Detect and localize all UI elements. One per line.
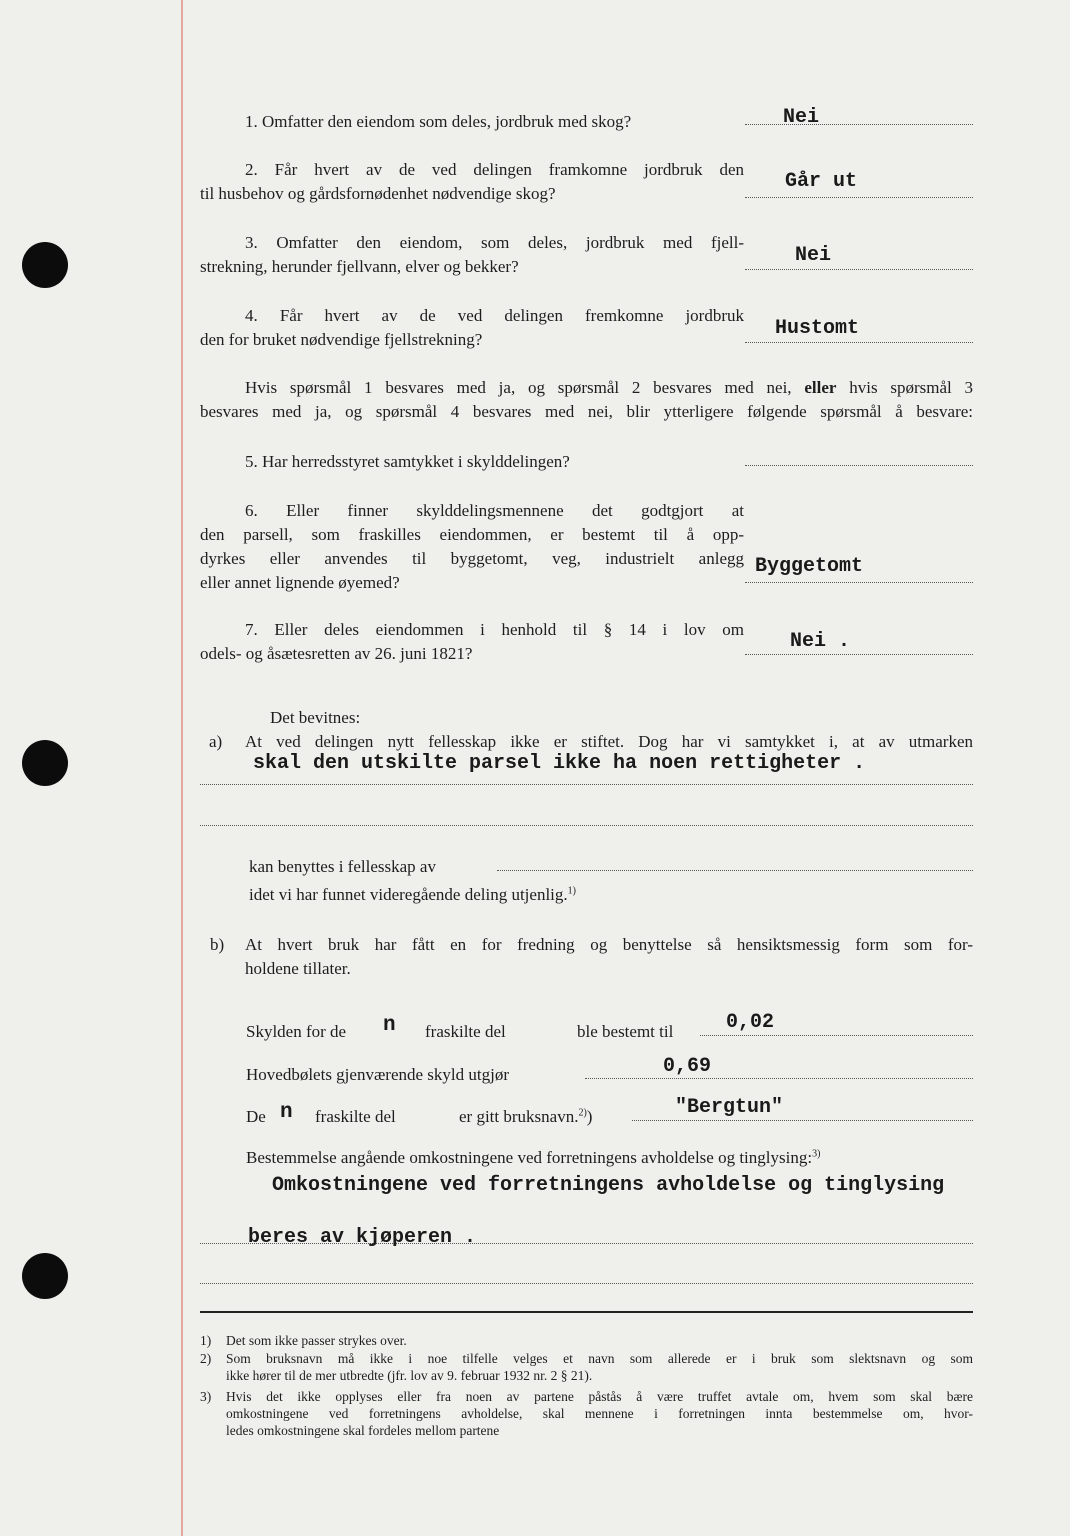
question-6-line-1: 6. Eller finner skylddelingsmennene det godtgjort at bbox=[245, 501, 744, 520]
answer-line bbox=[745, 342, 973, 343]
footnote-ref: 1) bbox=[567, 885, 576, 897]
division-text-body: idet vi har funnet videregående deling utjenlig. bbox=[249, 885, 568, 904]
answer-line bbox=[745, 197, 973, 198]
division-text bbox=[249, 883, 576, 907]
question-3-line-1: 3. Omfatter den eiendom, som deles, jordbruk med fjell- bbox=[245, 233, 744, 252]
attest-a-answer: skal den utskilte parsel ikke ha noen rettigheter . bbox=[253, 752, 866, 775]
conditional-line-2: besvares med ja, og spørsmål 4 besvares med nei, blir ytterligere følgende spørsmål å besvare: bbox=[200, 402, 973, 421]
conditional-text-post: hvis spørsmål 3 bbox=[849, 378, 973, 397]
punch-hole bbox=[22, 740, 68, 786]
answer-line bbox=[745, 465, 973, 466]
answer-line bbox=[632, 1120, 973, 1121]
costs-answer-line-1: Omkostningene ved forretningens avholdelse og tinglysing bbox=[272, 1174, 945, 1197]
bruksnavn-fill-n: n bbox=[280, 1101, 293, 1124]
question-6-line-3: dyrkes eller anvendes til byggetomt, veg, industrielt anlegg bbox=[200, 549, 744, 568]
question-4-line-1: 4. Får hvert av de ved delingen fremkomne jordbruk bbox=[245, 306, 744, 325]
question-6-answer: Byggetomt bbox=[755, 555, 864, 578]
footnote-3-line-3: ledes omkostningene skal fordeles mellom partene bbox=[226, 1423, 500, 1438]
footnote-3-line-2: omkostningene ved forretningens avholdelse, skal mennene i forretningen innta bestemmelse om, hvor- bbox=[226, 1406, 973, 1421]
bruksnavn-value: "Bergtun" bbox=[675, 1096, 784, 1119]
footnote-2-mark: 2) bbox=[200, 1351, 212, 1366]
skyld-fill-n: n bbox=[383, 1014, 396, 1037]
footnote-2-line-2: ikke hører til de mer utbredte (jfr. lov av 9. februar 1932 nr. 2 § 21). bbox=[226, 1368, 593, 1383]
punch-hole bbox=[22, 1253, 68, 1299]
footnote-3-mark: 3) bbox=[200, 1389, 212, 1404]
footnote-3-line-1: Hvis det ikke opplyses eller fra noen av partene påstås å være truffet avtale om, hvem som skal bære bbox=[226, 1389, 973, 1404]
question-2-answer: Går ut bbox=[785, 170, 858, 193]
question-1-answer: Nei bbox=[783, 106, 820, 129]
attest-b-line-1: At hvert bruk har fått en for fredning og benyttelse så hensiktsmessig form som for- bbox=[245, 935, 973, 954]
remaining-skyld-value: 0,69 bbox=[663, 1055, 712, 1078]
footnote-separator bbox=[200, 1311, 973, 1313]
punch-hole bbox=[22, 242, 68, 288]
costs-label-text: Bestemmelse angående omkostningene ved forretningens avholdelse og tinglysing: bbox=[246, 1148, 813, 1167]
skyld-label-1: Skylden for de bbox=[246, 1022, 347, 1041]
answer-line bbox=[745, 654, 973, 655]
margin-line bbox=[181, 0, 183, 1536]
conditional-line-1 bbox=[245, 376, 973, 400]
footnote-2-line-1: Som bruksnavn må ikke i noe tilfelle velges et navn som allerede er i bruk som slektsnavn og som bbox=[226, 1351, 973, 1366]
answer-line bbox=[700, 1035, 973, 1036]
skyld-label-2: fraskilte del bbox=[425, 1022, 506, 1041]
conditional-text-pre: Hvis spørsmål 1 besvares med ja, og spørsmål 2 besvares med nei, bbox=[245, 378, 792, 397]
question-4-answer: Hustomt bbox=[775, 317, 860, 340]
answer-line bbox=[200, 825, 973, 826]
answer-line bbox=[745, 124, 973, 125]
question-7-line-1: 7. Eller deles eiendommen i henhold til § 14 i lov om bbox=[245, 620, 744, 639]
bruksnavn-label-3: er gitt bruksnavn.$^{2)}$) bbox=[459, 1107, 593, 1126]
attest-intro: Det bevitnes: bbox=[270, 708, 361, 727]
bruksnavn-label-3-text: er gitt bruksnavn. bbox=[459, 1107, 579, 1126]
answer-line bbox=[200, 1283, 973, 1284]
answer-line bbox=[585, 1078, 973, 1079]
question-6-line-2: den parsell, som fraskilles eiendommen, er bestemt til å opp- bbox=[200, 525, 744, 544]
question-5-line-1: 5. Har herredsstyret samtykket i skylddelingen? bbox=[245, 452, 570, 471]
attest-a-label: a) bbox=[209, 732, 223, 751]
skyld-value: 0,02 bbox=[726, 1011, 775, 1034]
question-6-line-4: eller annet lignende øyemed? bbox=[200, 573, 400, 592]
question-2-line-2: til husbehov og gårdsfornødenhet nødvendige skog? bbox=[200, 184, 556, 203]
bruksnavn-label-1: De bbox=[246, 1107, 266, 1126]
answer-line bbox=[745, 269, 973, 270]
footnote-ref: 3) bbox=[812, 1148, 821, 1160]
question-7-line-2: odels- og åsætesretten av 26. juni 1821? bbox=[200, 644, 473, 663]
bruksnavn-label-2: fraskilte del bbox=[315, 1107, 396, 1126]
skyld-label-3: ble bestemt til bbox=[577, 1022, 674, 1041]
remaining-skyld-label: Hovedbølets gjenværende skyld utgjør bbox=[246, 1065, 509, 1084]
footnote-ref: 2) bbox=[578, 1107, 587, 1119]
question-2-line-1: 2. Får hvert av de ved delingen framkomne jordbruk den bbox=[245, 160, 744, 179]
costs-answer-line-2: beres av kjøperen . bbox=[248, 1226, 477, 1249]
attest-a-text: At ved delingen nytt fellesskap ikke er stiftet. Dog har vi samtykket i, at av utmarken bbox=[245, 732, 973, 751]
question-4-line-2: den for bruket nødvendige fjellstrekning? bbox=[200, 330, 483, 349]
question-1-line-1: 1. Omfatter den eiendom som deles, jordbruk med skog? bbox=[245, 112, 632, 131]
conditional-bold: eller bbox=[804, 378, 837, 397]
question-7-answer: Nei . bbox=[790, 630, 851, 653]
footnote-1-line-1: Det som ikke passer strykes over. bbox=[226, 1333, 407, 1348]
answer-line bbox=[497, 870, 973, 871]
attest-b-line-2: holdene tillater. bbox=[245, 959, 351, 978]
attest-b-label: b) bbox=[210, 935, 225, 954]
answer-line bbox=[200, 784, 973, 785]
question-3-answer: Nei bbox=[795, 244, 832, 267]
answer-line bbox=[745, 582, 973, 583]
question-3-line-2: strekning, herunder fjellvann, elver og bekker? bbox=[200, 257, 519, 276]
footnote-1-mark: 1) bbox=[200, 1333, 212, 1348]
common-use-label: kan benyttes i fellesskap av bbox=[249, 857, 436, 876]
costs-label bbox=[246, 1146, 820, 1170]
